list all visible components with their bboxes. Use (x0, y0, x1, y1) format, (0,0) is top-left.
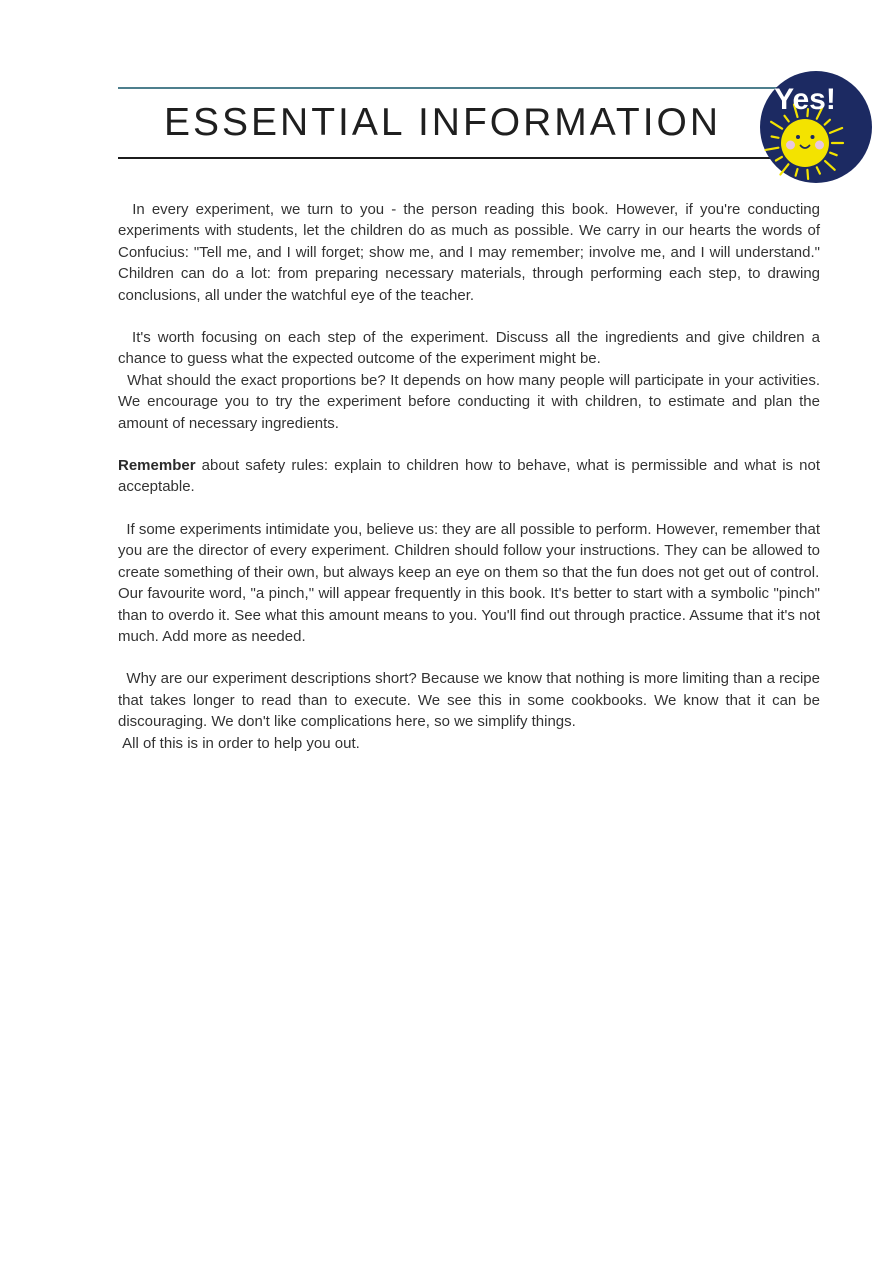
page-content (118, 199, 820, 754)
sun-cheek-left (786, 141, 795, 150)
remember-emphasis: Remember (118, 457, 196, 475)
header-top-rule (118, 87, 830, 89)
sun-eye-left (796, 135, 800, 139)
paragraph-proportions: What should the exact proportions be? It depends on how many people will participate in your activities. We encourage you to try the experiment before conducting it with children, to estimate and plan the amount of necessary ingredients. (118, 371, 820, 432)
header-bottom-rule (118, 157, 830, 159)
page-title: ESSENTIAL INFORMATION (164, 101, 722, 144)
paragraph-director: If some experiments intimidate you, believe us: they are all possible to perform. However, remember that you are the director of every experiment. Children should follow your instructions. They can be allowed to create something of their own, but always keep an eye on them so that the fun does not get out of control. (118, 520, 820, 581)
yes-badge-graphic (760, 71, 872, 183)
paragraph-short-descriptions: Why are our experiment descriptions short? Because we know that nothing is more limiting than a recipe that takes longer to read than to execute. We see this in some cookbooks. We know that it can be discouraging. We don't like complications here, so we simplify things. (118, 670, 820, 731)
sun-eye-right (811, 135, 815, 139)
yes-badge (760, 71, 872, 183)
sun-cheek-right (815, 141, 824, 150)
badge-label: Yes! (774, 83, 836, 116)
paragraph-closing: All of this is in order to help you out. (118, 734, 360, 752)
paragraph-intro: In every experiment, we turn to you - the person reading this book. However, if you're conducting experiments with students, let the children do as much as possible. We carry in our hearts the words of Confucius: "Tell me, and I will forget; show me, and I may remember; involve me, and I will understand." Children can do a lot: from preparing necessary materials, through performing each step, to drawing conclusions, all under the watchful eye of the teacher. (118, 201, 820, 304)
paragraph-safety (118, 455, 820, 498)
paragraph-focus-steps: It's worth focusing on each step of the experiment. Discuss all the ingredients and give children a chance to guess what the expected outcome of the experiment might be. (118, 329, 820, 368)
paragraph-pinch: Our favourite word, "a pinch," will appear frequently in this book. It's better to start with a symbolic "pinch" than to overdo it. See what this amount means to you. You'll find out through practice. Assume that it's not much. Add more as needed. (118, 585, 820, 645)
sun-icon (781, 119, 829, 167)
safety-text: about safety rules: explain to children how to behave, what is permissible and what is not acceptable. (118, 457, 820, 496)
